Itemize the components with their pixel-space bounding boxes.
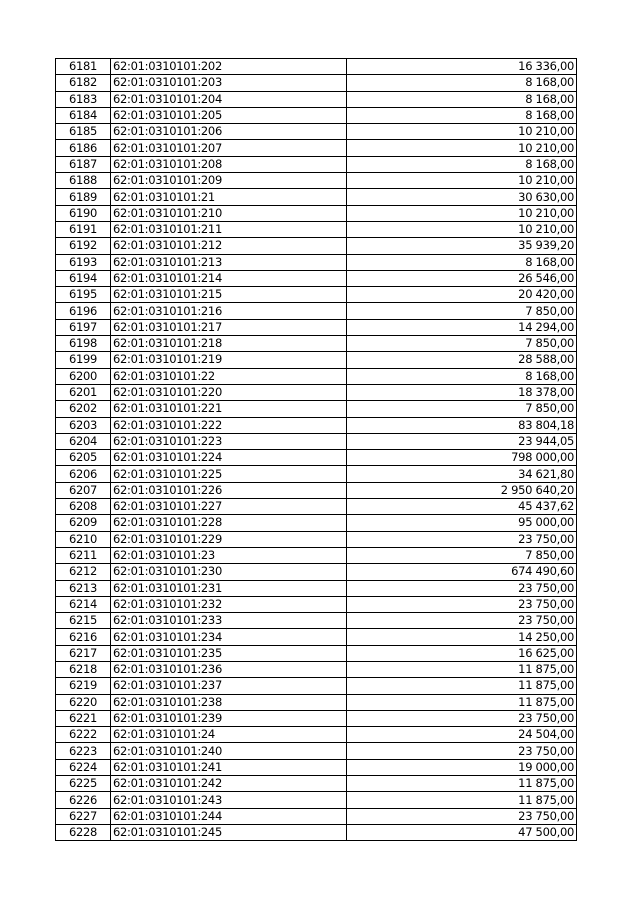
table-row: [56, 189, 577, 205]
row-number-cell: 6224: [56, 759, 111, 775]
cadastral-number-cell: 62:01:0310101:221: [111, 401, 347, 417]
table-row: [56, 482, 577, 498]
row-number-cell: 6221: [56, 710, 111, 726]
cadastral-number-cell: 62:01:0310101:202: [111, 59, 347, 75]
table-row: [56, 499, 577, 515]
table-row: [56, 238, 577, 254]
cadastral-value-cell: 8 168,00: [347, 91, 577, 107]
cadastral-number-cell: 62:01:0310101:238: [111, 694, 347, 710]
row-number-cell: 6184: [56, 107, 111, 123]
cadastral-value-cell: 674 490,60: [347, 564, 577, 580]
table-row: [56, 287, 577, 303]
row-number-cell: 6192: [56, 238, 111, 254]
cadastral-number-cell: 62:01:0310101:209: [111, 173, 347, 189]
table-row: [56, 433, 577, 449]
cadastral-value-cell: 26 546,00: [347, 270, 577, 286]
cadastral-number-cell: 62:01:0310101:216: [111, 303, 347, 319]
cadastral-value-cell: 798 000,00: [347, 450, 577, 466]
cadastral-value-cell: 23 750,00: [347, 613, 577, 629]
cadastral-value-cell: 7 850,00: [347, 303, 577, 319]
row-number-cell: 6197: [56, 319, 111, 335]
table-row: [56, 808, 577, 824]
row-number-cell: 6189: [56, 189, 111, 205]
cadastral-number-cell: 62:01:0310101:218: [111, 336, 347, 352]
cadastral-number-cell: 62:01:0310101:211: [111, 221, 347, 237]
cadastral-value-cell: 10 210,00: [347, 173, 577, 189]
cadastral-value-cell: 20 420,00: [347, 287, 577, 303]
cadastral-value-cell: 8 168,00: [347, 368, 577, 384]
cadastral-value-cell: 8 168,00: [347, 75, 577, 91]
row-number-cell: 6186: [56, 140, 111, 156]
row-number-cell: 6223: [56, 743, 111, 759]
row-number-cell: 6212: [56, 564, 111, 580]
cadastral-number-cell: 62:01:0310101:237: [111, 678, 347, 694]
row-number-cell: 6228: [56, 824, 111, 840]
cadastral-value-cell: 11 875,00: [347, 678, 577, 694]
cadastral-number-cell: 62:01:0310101:235: [111, 645, 347, 661]
cadastral-number-cell: 62:01:0310101:212: [111, 238, 347, 254]
table-row: [56, 336, 577, 352]
cadastral-value-cell: 16 336,00: [347, 59, 577, 75]
row-number-cell: 6209: [56, 515, 111, 531]
cadastral-number-cell: 62:01:0310101:205: [111, 107, 347, 123]
row-number-cell: 6199: [56, 352, 111, 368]
cadastral-value-cell: 83 804,18: [347, 417, 577, 433]
row-number-cell: 6193: [56, 254, 111, 270]
row-number-cell: 6208: [56, 499, 111, 515]
row-number-cell: 6207: [56, 482, 111, 498]
table-row: [56, 352, 577, 368]
table-row: [56, 254, 577, 270]
row-number-cell: 6200: [56, 368, 111, 384]
cadastral-number-cell: 62:01:0310101:213: [111, 254, 347, 270]
cadastral-number-cell: 62:01:0310101:222: [111, 417, 347, 433]
cadastral-number-cell: 62:01:0310101:224: [111, 450, 347, 466]
cadastral-value-cell: 23 750,00: [347, 531, 577, 547]
cadastral-number-cell: 62:01:0310101:244: [111, 808, 347, 824]
row-number-cell: 6190: [56, 205, 111, 221]
cadastral-number-cell: 62:01:0310101:236: [111, 661, 347, 677]
cadastral-number-cell: 62:01:0310101:223: [111, 433, 347, 449]
table-row: [56, 759, 577, 775]
cadastral-number-cell: 62:01:0310101:214: [111, 270, 347, 286]
row-number-cell: 6198: [56, 336, 111, 352]
cadastral-number-cell: 62:01:0310101:234: [111, 629, 347, 645]
cadastral-value-cell: 11 875,00: [347, 661, 577, 677]
cadastral-number-cell: 62:01:0310101:229: [111, 531, 347, 547]
cadastral-value-cell: 23 750,00: [347, 743, 577, 759]
table-row: [56, 596, 577, 612]
cadastral-number-cell: 62:01:0310101:241: [111, 759, 347, 775]
cadastral-number-cell: 62:01:0310101:240: [111, 743, 347, 759]
row-number-cell: 6204: [56, 433, 111, 449]
cadastral-value-cell: 14 250,00: [347, 629, 577, 645]
cadastral-value-cell: 11 875,00: [347, 792, 577, 808]
row-number-cell: 6194: [56, 270, 111, 286]
cadastral-value-cell: 10 210,00: [347, 221, 577, 237]
row-number-cell: 6203: [56, 417, 111, 433]
cadastral-number-cell: 62:01:0310101:24: [111, 727, 347, 743]
table-row: [56, 564, 577, 580]
table-row: [56, 678, 577, 694]
cadastral-number-cell: 62:01:0310101:220: [111, 384, 347, 400]
table-row: [56, 124, 577, 140]
cadastral-value-cell: 11 875,00: [347, 694, 577, 710]
row-number-cell: 6188: [56, 173, 111, 189]
row-number-cell: 6227: [56, 808, 111, 824]
row-number-cell: 6217: [56, 645, 111, 661]
cadastral-value-cell: 10 210,00: [347, 124, 577, 140]
table-row: [56, 613, 577, 629]
row-number-cell: 6222: [56, 727, 111, 743]
cadastral-value-cell: 16 625,00: [347, 645, 577, 661]
cadastral-number-cell: 62:01:0310101:227: [111, 499, 347, 515]
cadastral-number-cell: 62:01:0310101:230: [111, 564, 347, 580]
table-row: [56, 466, 577, 482]
table-row: [56, 417, 577, 433]
cadastral-value-cell: 23 750,00: [347, 710, 577, 726]
cadastral-number-cell: 62:01:0310101:215: [111, 287, 347, 303]
cadastral-value-cell: 14 294,00: [347, 319, 577, 335]
table-row: [56, 401, 577, 417]
cadastral-value-cell: 8 168,00: [347, 156, 577, 172]
cadastral-number-cell: 62:01:0310101:231: [111, 580, 347, 596]
cadastral-value-cell: 7 850,00: [347, 401, 577, 417]
cadastral-number-cell: 62:01:0310101:243: [111, 792, 347, 808]
cadastral-value-cell: 11 875,00: [347, 776, 577, 792]
row-number-cell: 6187: [56, 156, 111, 172]
table-row: [56, 303, 577, 319]
table-row: [56, 75, 577, 91]
cadastral-number-cell: 62:01:0310101:208: [111, 156, 347, 172]
cadastral-value-cell: 18 378,00: [347, 384, 577, 400]
table-row: [56, 710, 577, 726]
table-row: [56, 547, 577, 563]
cadastral-number-cell: 62:01:0310101:203: [111, 75, 347, 91]
table-row: [56, 531, 577, 547]
row-number-cell: 6206: [56, 466, 111, 482]
row-number-cell: 6213: [56, 580, 111, 596]
row-number-cell: 6218: [56, 661, 111, 677]
cadastral-number-cell: 62:01:0310101:210: [111, 205, 347, 221]
cadastral-number-cell: 62:01:0310101:226: [111, 482, 347, 498]
table-row: [56, 205, 577, 221]
cadastral-value-cell: 34 621,80: [347, 466, 577, 482]
table-row: [56, 727, 577, 743]
cadastral-value-cell: 23 750,00: [347, 596, 577, 612]
cadastral-number-cell: 62:01:0310101:232: [111, 596, 347, 612]
cadastral-value-cell: 2 950 640,20: [347, 482, 577, 498]
table-row: [56, 645, 577, 661]
row-number-cell: 6182: [56, 75, 111, 91]
cadastral-value-cell: 19 000,00: [347, 759, 577, 775]
row-number-cell: 6181: [56, 59, 111, 75]
row-number-cell: 6183: [56, 91, 111, 107]
cadastral-value-cell: 10 210,00: [347, 140, 577, 156]
cadastral-number-cell: 62:01:0310101:22: [111, 368, 347, 384]
row-number-cell: 6211: [56, 547, 111, 563]
cadastral-value-cell: 24 504,00: [347, 727, 577, 743]
cadastral-number-cell: 62:01:0310101:23: [111, 547, 347, 563]
row-number-cell: 6225: [56, 776, 111, 792]
cadastral-value-cell: 35 939,20: [347, 238, 577, 254]
table-row: [56, 450, 577, 466]
table-row: [56, 91, 577, 107]
table-row: [56, 694, 577, 710]
table-row: [56, 824, 577, 840]
cadastral-value-cell: 8 168,00: [347, 107, 577, 123]
cadastral-number-cell: 62:01:0310101:225: [111, 466, 347, 482]
table-row: [56, 156, 577, 172]
cadastral-number-cell: 62:01:0310101:217: [111, 319, 347, 335]
table-row: [56, 580, 577, 596]
cadastral-number-cell: 62:01:0310101:239: [111, 710, 347, 726]
cadastral-number-cell: 62:01:0310101:228: [111, 515, 347, 531]
row-number-cell: 6210: [56, 531, 111, 547]
table-row: [56, 319, 577, 335]
cadastral-value-cell: 7 850,00: [347, 336, 577, 352]
cadastral-number-cell: 62:01:0310101:233: [111, 613, 347, 629]
cadastral-number-cell: 62:01:0310101:245: [111, 824, 347, 840]
table-row: [56, 384, 577, 400]
cadastral-number-cell: 62:01:0310101:21: [111, 189, 347, 205]
cadastral-value-cell: 7 850,00: [347, 547, 577, 563]
cadastral-number-cell: 62:01:0310101:219: [111, 352, 347, 368]
row-number-cell: 6216: [56, 629, 111, 645]
cadastral-value-cell: 23 750,00: [347, 808, 577, 824]
table-row: [56, 173, 577, 189]
table-row: [56, 629, 577, 645]
cadastral-value-table: [55, 58, 577, 841]
row-number-cell: 6195: [56, 287, 111, 303]
table-row: [56, 107, 577, 123]
table-row: [56, 515, 577, 531]
cadastral-value-cell: 28 588,00: [347, 352, 577, 368]
cadastral-number-cell: 62:01:0310101:242: [111, 776, 347, 792]
cadastral-value-cell: 23 944,05: [347, 433, 577, 449]
cadastral-value-cell: 8 168,00: [347, 254, 577, 270]
table-row: [56, 59, 577, 75]
row-number-cell: 6191: [56, 221, 111, 237]
table-row: [56, 743, 577, 759]
row-number-cell: 6215: [56, 613, 111, 629]
table-row: [56, 221, 577, 237]
cadastral-value-cell: 23 750,00: [347, 580, 577, 596]
cadastral-number-cell: 62:01:0310101:206: [111, 124, 347, 140]
cadastral-number-cell: 62:01:0310101:204: [111, 91, 347, 107]
table-row: [56, 776, 577, 792]
row-number-cell: 6202: [56, 401, 111, 417]
cadastral-number-cell: 62:01:0310101:207: [111, 140, 347, 156]
row-number-cell: 6220: [56, 694, 111, 710]
cadastral-value-cell: 10 210,00: [347, 205, 577, 221]
table-row: [56, 661, 577, 677]
cadastral-value-cell: 30 630,00: [347, 189, 577, 205]
cadastral-value-cell: 47 500,00: [347, 824, 577, 840]
table-row: [56, 140, 577, 156]
row-number-cell: 6214: [56, 596, 111, 612]
table-body: [56, 59, 577, 841]
table-row: [56, 270, 577, 286]
row-number-cell: 6201: [56, 384, 111, 400]
cadastral-value-cell: 45 437,62: [347, 499, 577, 515]
row-number-cell: 6196: [56, 303, 111, 319]
cadastral-value-cell: 95 000,00: [347, 515, 577, 531]
table-row: [56, 792, 577, 808]
row-number-cell: 6226: [56, 792, 111, 808]
row-number-cell: 6205: [56, 450, 111, 466]
row-number-cell: 6219: [56, 678, 111, 694]
table-row: [56, 368, 577, 384]
row-number-cell: 6185: [56, 124, 111, 140]
